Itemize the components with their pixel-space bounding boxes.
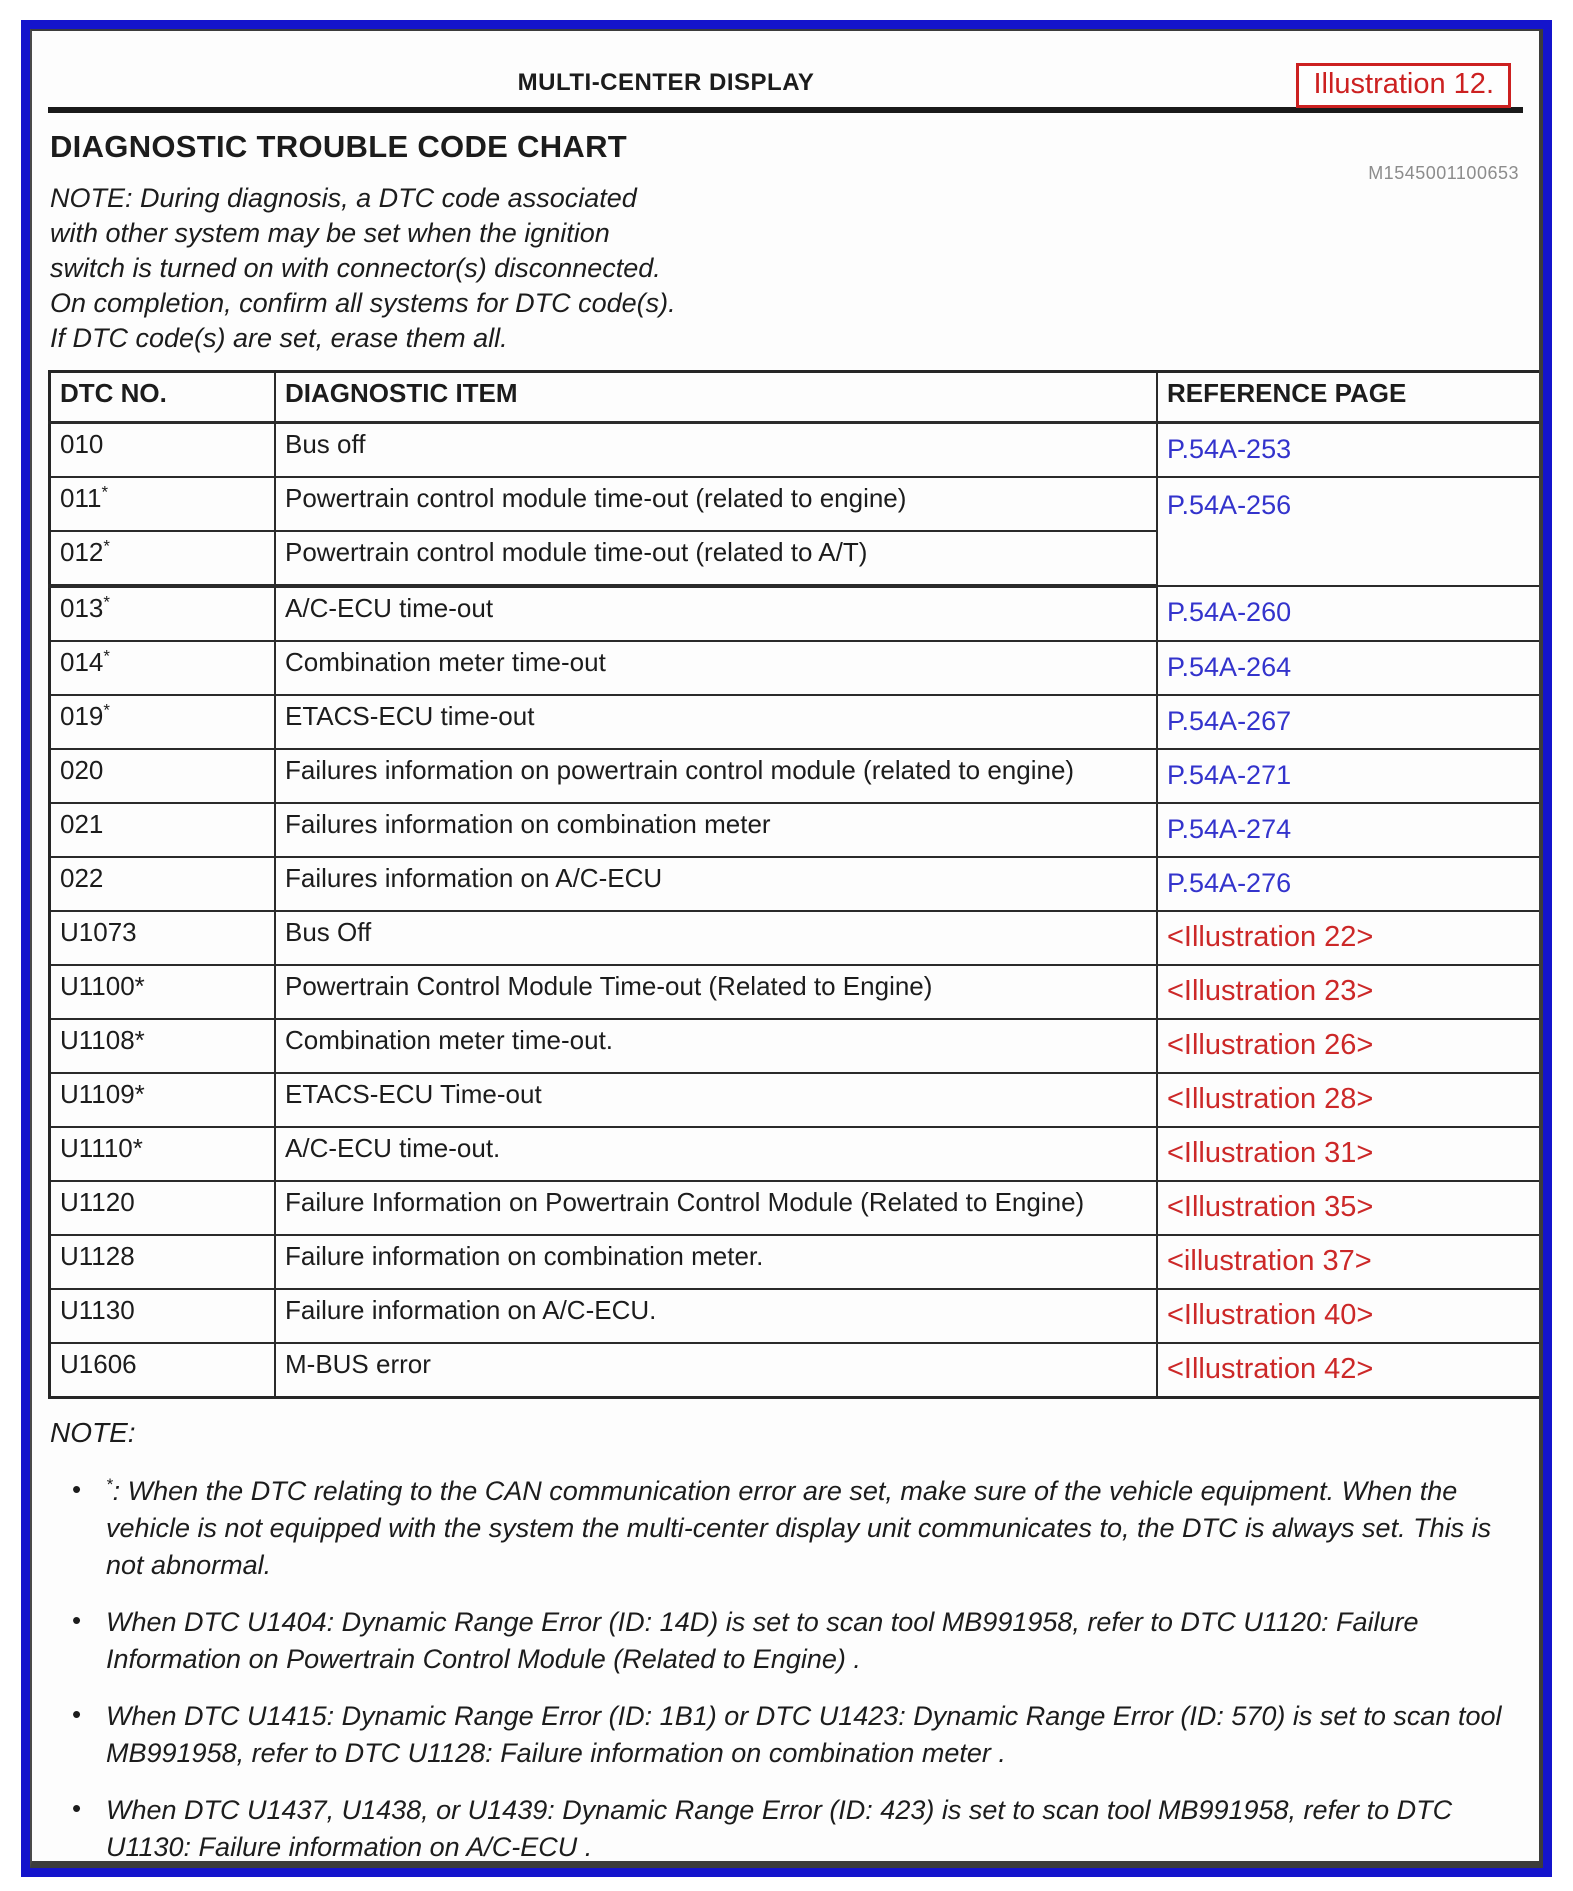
- reference-page-link[interactable]: P.54A-253: [1167, 433, 1292, 464]
- table-row: [50, 749, 1544, 803]
- table-row: [50, 1073, 1544, 1127]
- dtc-code: [50, 749, 276, 803]
- reference-cell: [1157, 477, 1543, 586]
- table-row: [50, 1235, 1544, 1289]
- dtc-code: [50, 1343, 276, 1398]
- bullet-icon: •: [72, 1699, 82, 1729]
- reference-cell: [1157, 1289, 1543, 1343]
- reference-page-link[interactable]: P.54A-264: [1167, 651, 1292, 682]
- reference-cell: [1157, 1073, 1543, 1127]
- dtc-code: [50, 531, 276, 586]
- dtc-code: [50, 423, 276, 478]
- reference-illustration-link[interactable]: <Illustration 40>: [1167, 1298, 1374, 1331]
- table-row: [50, 1343, 1544, 1398]
- diagnostic-item: Combination meter time-out.: [275, 1019, 1157, 1073]
- table-row: [50, 477, 1544, 531]
- table-row: [50, 641, 1544, 695]
- column-header-diagnostic-item: DIAGNOSTIC ITEM: [275, 372, 1157, 423]
- asterisk-marker: *: [106, 1475, 113, 1494]
- reference-page-link[interactable]: P.54A-260: [1167, 597, 1292, 627]
- dtc-code-text: U1130: [60, 1295, 135, 1325]
- intro-note-line: On completion, confirm all systems for DTC code(s).: [50, 288, 676, 318]
- dtc-code: [50, 586, 276, 641]
- reference-illustration-link[interactable]: <Illustration 22>: [1167, 920, 1374, 953]
- dtc-code: [50, 857, 276, 911]
- dtc-table: [48, 370, 1543, 1399]
- reference-cell: [1157, 1019, 1543, 1073]
- column-header-dtc-no: DTC NO.: [50, 372, 276, 423]
- dtc-code-text: 022: [60, 863, 104, 893]
- reference-page-link[interactable]: P.54A-271: [1167, 759, 1292, 790]
- diagnostic-item: Failure Information on Powertrain Control Module (Related to Engine): [275, 1181, 1157, 1235]
- reference-cell: [1157, 803, 1543, 857]
- diagnostic-item: Powertrain control module time-out (related to engine): [275, 477, 1157, 531]
- dtc-code-text: U1606: [60, 1349, 137, 1379]
- asterisk-marker: *: [101, 482, 109, 502]
- bullet-icon: •: [72, 1793, 82, 1823]
- bullet-icon: •: [72, 1474, 82, 1504]
- doc-number: M1545001100653: [1368, 163, 1519, 183]
- table-row: [50, 857, 1544, 911]
- table-row: [50, 965, 1544, 1019]
- footer-note-text: When DTC U1415: Dynamic Range Error (ID: 1B1) or DTC U1423: Dynamic Range Error (ID: 570) is set to scan tool MB991958, refer to DTC U1128: Failure information on combination meter .: [106, 1701, 1502, 1768]
- dtc-code: [50, 1073, 276, 1127]
- diagnostic-item: ETACS-ECU Time-out: [275, 1073, 1157, 1127]
- page-frame: [21, 20, 1552, 1877]
- reference-illustration-link[interactable]: <Illustration 26>: [1167, 1028, 1374, 1061]
- page-content: [30, 29, 1543, 1868]
- dtc-code: [50, 1289, 276, 1343]
- dtc-code: [50, 965, 276, 1019]
- dtc-code-text: U1120: [60, 1187, 135, 1217]
- intro-note-line: If DTC code(s) are set, erase them all.: [50, 323, 508, 353]
- dtc-code-text: 021: [60, 809, 104, 839]
- diagnostic-item: A/C-ECU time-out.: [275, 1127, 1157, 1181]
- reference-cell: [1157, 1181, 1543, 1235]
- reference-page-link[interactable]: P.54A-267: [1167, 705, 1292, 736]
- dtc-code-text: 011: [60, 483, 102, 513]
- diagnostic-item: Failures information on A/C-ECU: [275, 857, 1157, 911]
- dtc-code: [50, 1181, 276, 1235]
- footer-note-item: [68, 1698, 1527, 1772]
- dtc-code: [50, 695, 276, 749]
- dtc-code: [50, 911, 276, 965]
- intro-note-line: switch is turned on with connector(s) disconnected.: [50, 253, 661, 283]
- footer-note-list: [68, 1473, 1527, 1866]
- reference-cell: [1157, 1235, 1543, 1289]
- reference-cell: [1157, 1127, 1543, 1181]
- reference-illustration-link[interactable]: <Illustration 23>: [1167, 974, 1374, 1007]
- intro-note-line: NOTE: During diagnosis, a DTC code associated: [50, 183, 637, 213]
- asterisk-marker: *: [103, 592, 111, 612]
- dtc-code-text: U1100*: [60, 971, 145, 1001]
- page-title: DIAGNOSTIC TROUBLE CODE CHART: [50, 129, 628, 164]
- footer-note-label: NOTE:: [50, 1417, 136, 1448]
- footer-note-text: When DTC U1437, U1438, or U1439: Dynamic Range Error (ID: 423) is set to scan tool MB991958, refer to DTC U1130: Failure information on A/C-ECU .: [106, 1795, 1453, 1862]
- dtc-code-text: U1110*: [60, 1133, 143, 1163]
- reference-illustration-link[interactable]: <Illustration 42>: [1167, 1352, 1374, 1385]
- footer-note-text: When DTC U1404: Dynamic Range Error (ID: 14D) is set to scan tool MB991958, refer to DTC U1120: Failure Information on Powertrain Control Module (Related to Engine) .: [106, 1607, 1419, 1674]
- reference-cell: [1157, 695, 1543, 749]
- table-row: [50, 1181, 1544, 1235]
- dtc-code: [50, 803, 276, 857]
- diagnostic-item: Failures information on combination meter: [275, 803, 1157, 857]
- dtc-code-text: U1108*: [60, 1025, 145, 1055]
- footer-note-text: : When the DTC relating to the CAN communication error are set, make sure of the vehicle equipment. When the vehicle is not equipped with the system the multi-center display unit communicates to, the DTC is always set. This is not abnormal.: [106, 1476, 1492, 1580]
- bullet-icon: •: [72, 1605, 82, 1635]
- asterisk-marker: *: [103, 646, 111, 666]
- dtc-code-text: 012: [60, 537, 104, 567]
- reference-cell: [1157, 586, 1543, 641]
- reference-illustration-link[interactable]: <illustration 37>: [1167, 1244, 1372, 1277]
- dtc-code: [50, 641, 276, 695]
- dtc-code-text: U1128: [60, 1241, 135, 1271]
- table-row: [50, 1127, 1544, 1181]
- reference-cell: [1157, 423, 1543, 478]
- diagnostic-item: Bus off: [275, 423, 1157, 478]
- diagnostic-item: Powertrain control module time-out (related to A/T): [275, 531, 1157, 586]
- intro-note: [50, 181, 1527, 356]
- diagnostic-item: Powertrain Control Module Time-out (Related to Engine): [275, 965, 1157, 1019]
- reference-cell: [1157, 749, 1543, 803]
- dtc-code: [50, 1127, 276, 1181]
- section-title: MULTI-CENTER DISPLAY: [517, 69, 815, 96]
- dtc-code-text: 010: [60, 429, 104, 459]
- diagnostic-item: Combination meter time-out: [275, 641, 1157, 695]
- dtc-code-text: 014: [60, 647, 104, 677]
- table-header-row: [50, 372, 1544, 423]
- diagnostic-item: Failure information on combination meter.: [275, 1235, 1157, 1289]
- table-row: [50, 586, 1544, 641]
- reference-cell: [1157, 641, 1543, 695]
- dtc-code: [50, 477, 276, 531]
- reference-cell: [1157, 857, 1543, 911]
- reference-illustration-link[interactable]: <Illustration 35>: [1167, 1190, 1374, 1223]
- dtc-code-text: U1109*: [60, 1079, 145, 1109]
- reference-illustration-link[interactable]: <Illustration 28>: [1167, 1082, 1374, 1115]
- diagnostic-item: M-BUS error: [275, 1343, 1157, 1398]
- dtc-code-text: 019: [60, 701, 104, 731]
- table-row: [50, 803, 1544, 857]
- page-header: [46, 59, 1527, 105]
- footer-note-item: [68, 1792, 1527, 1866]
- footer-note-item: [68, 1604, 1527, 1678]
- dtc-code-text: U1073: [60, 917, 137, 947]
- asterisk-marker: *: [103, 700, 111, 720]
- table-row: [50, 911, 1544, 965]
- dtc-code: [50, 1019, 276, 1073]
- diagnostic-item: Failure information on A/C-ECU.: [275, 1289, 1157, 1343]
- diagnostic-item: Bus Off: [275, 911, 1157, 965]
- reference-page-link[interactable]: P.54A-276: [1167, 867, 1292, 898]
- reference-illustration-link[interactable]: <Illustration 31>: [1167, 1136, 1374, 1169]
- reference-cell: [1157, 1343, 1543, 1398]
- table-row: [50, 1289, 1544, 1343]
- table-row: [50, 1019, 1544, 1073]
- reference-cell: [1157, 911, 1543, 965]
- dtc-code-text: 013: [60, 593, 104, 623]
- table-row: [50, 423, 1544, 478]
- intro-note-line: with other system may be set when the ignition: [50, 218, 610, 248]
- footer-note-item: [68, 1473, 1527, 1584]
- dtc-code: [50, 1235, 276, 1289]
- illustration-badge: Illustration 12.: [1296, 63, 1511, 108]
- diagnostic-item: Failures information on powertrain control module (related to engine): [275, 749, 1157, 803]
- reference-page-link[interactable]: P.54A-274: [1167, 813, 1292, 844]
- reference-page-link[interactable]: P.54A-256: [1167, 490, 1292, 520]
- reference-cell: [1157, 965, 1543, 1019]
- column-header-reference-page: REFERENCE PAGE: [1157, 372, 1543, 423]
- diagnostic-item: ETACS-ECU time-out: [275, 695, 1157, 749]
- table-row: [50, 695, 1544, 749]
- asterisk-marker: *: [103, 536, 111, 556]
- dtc-code-text: 020: [60, 755, 104, 785]
- diagnostic-item: A/C-ECU time-out: [275, 586, 1157, 641]
